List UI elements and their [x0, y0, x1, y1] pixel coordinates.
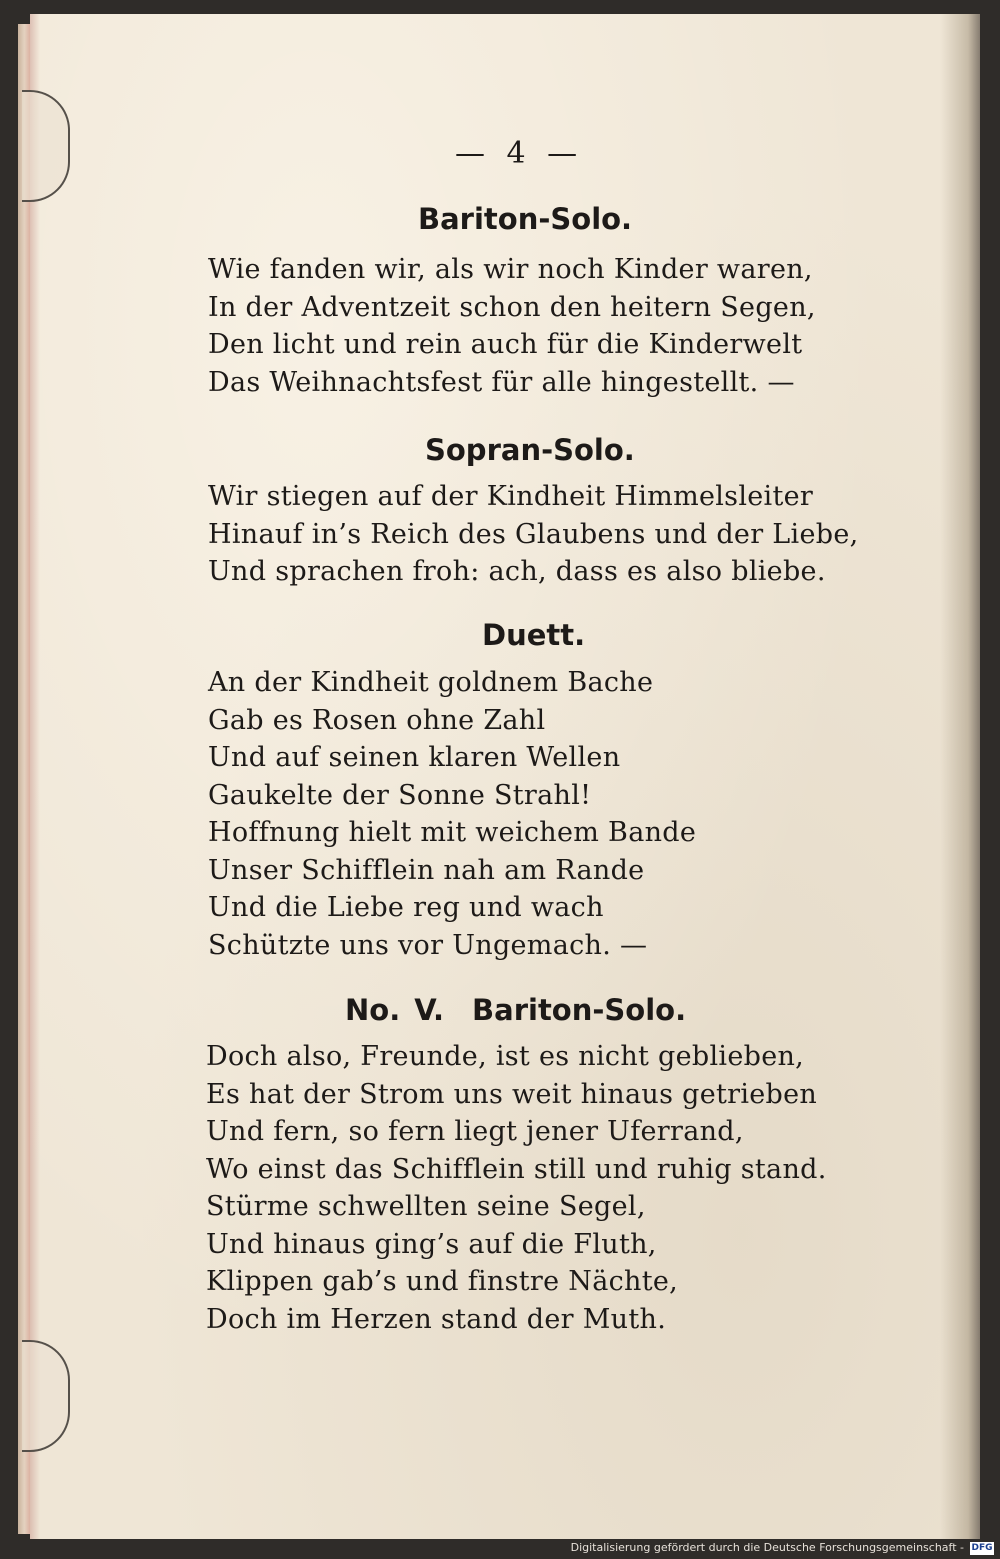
section-heading-no-v: [345, 993, 686, 1027]
verse-line: Und sprachen froh: ach, dass es also bliebe.: [208, 556, 826, 587]
funding-credit: Digitalisierung gefördert durch die Deutsche Forschungsgemeinschaft -: [570, 1541, 964, 1554]
verse-line: Und auf seinen klaren Wellen: [208, 742, 621, 773]
verse-line: Wir stiegen auf der Kindheit Himmelsleiter: [208, 481, 814, 512]
verse-line: Wie fanden wir, als wir noch Kinder waren,: [208, 254, 813, 285]
dfg-logo-icon: DFG: [971, 1543, 993, 1553]
verse-line: Schützte uns vor Ungemach. —: [208, 929, 648, 961]
section-number: No. V.: [345, 993, 445, 1027]
verse-line: Hoffnung hielt mit weichem Bande: [208, 817, 697, 848]
verse-line: Gaukelte der Sonne Strahl!: [208, 779, 592, 811]
digitization-footer: [0, 1539, 1000, 1559]
verse-line: Gab es Rosen ohne Zahl: [208, 704, 546, 736]
verse-line: Und fern, so fern liegt jener Uferrand,: [206, 1116, 744, 1147]
verse-bariton-solo: [208, 251, 816, 401]
verse-line: Den licht und rein auch für die Kinderwelt: [208, 329, 803, 360]
verse-line: In der Adventzeit schon den heitern Segen,: [208, 291, 816, 323]
verse-line: Und die Liebe reg und wach: [208, 892, 604, 923]
verse-line: Klippen gab’s und finstre Nächte,: [206, 1266, 679, 1297]
section-heading-bariton-solo: Bariton-Solo.: [418, 202, 633, 236]
verse-line: Und hinaus ging’s auf die Fluth,: [206, 1228, 657, 1260]
verse-line: Doch im Herzen stand der Muth.: [206, 1303, 667, 1335]
section-heading-duett: Duett.: [482, 618, 586, 652]
verse-line: An der Kindheit goldnem Bache: [208, 667, 654, 698]
verse-line: Doch also, Freunde, ist es nicht geblieben,: [206, 1041, 805, 1072]
section-title: Bariton-Solo.: [472, 993, 687, 1027]
section-heading-sopran-solo: Sopran-Solo.: [425, 433, 635, 467]
verse-line: Stürme schwellten seine Segel,: [206, 1191, 646, 1222]
verse-line: Wo einst das Schifflein still und ruhig stand.: [206, 1153, 827, 1185]
verse-sopran-solo: [208, 478, 858, 591]
verse-line: Das Weihnachtsfest für alle hingestellt. —: [208, 366, 795, 398]
verse-line: Unser Schifflein nah am Rande: [208, 854, 645, 886]
verse-no-v-bariton-solo: [206, 1038, 827, 1338]
verse-line: Hinauf in’s Reich des Glaubens und der Liebe,: [208, 518, 859, 550]
verse-duett: [208, 664, 696, 964]
page-number: — 4 —: [455, 136, 584, 171]
verse-line: Es hat der Strom uns weit hinaus getrieben: [206, 1078, 818, 1110]
